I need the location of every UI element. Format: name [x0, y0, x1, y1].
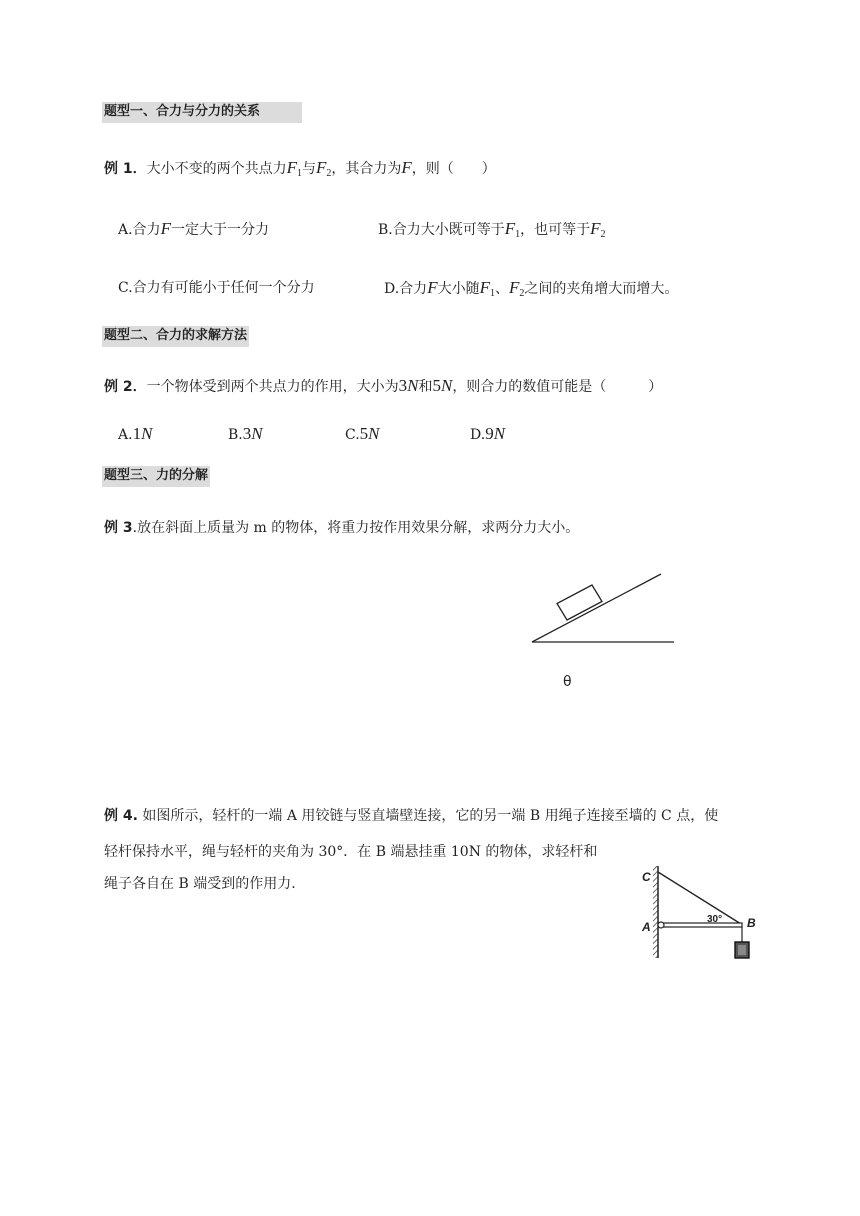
section-title-2: 题型二、合力的求解方法: [104, 328, 248, 343]
question-2-text-b: 和: [418, 379, 433, 395]
incline-surface: [532, 574, 661, 642]
question-1-option-b[interactable]: [378, 219, 606, 245]
rod-ab: [660, 923, 742, 927]
option-b-text: B.合力大小既可等于: [378, 222, 505, 238]
question-1-option-d[interactable]: [384, 278, 678, 304]
weight-inner: [738, 945, 746, 955]
label-a: A: [642, 920, 651, 934]
section-heading-1: [102, 102, 302, 123]
option-d-force-2: $F_2$: [508, 278, 525, 299]
question-2-option-a[interactable]: A.1N: [118, 424, 153, 443]
question-4-line-1: [104, 806, 718, 826]
force-f: F: [401, 158, 412, 177]
theta-label: θ: [563, 674, 572, 690]
question-2: [104, 376, 662, 397]
force-unit-1: N: [407, 376, 419, 395]
wall-rod-diagram: [638, 862, 760, 964]
question-3-text: .放在斜面上质量为 m 的物体，将重力按作用效果分解，求两分力大小。: [132, 520, 580, 536]
question-4-text-1: 如图所示，轻杆的一端 A 用铰链与竖直墙壁连接，它的另一端 B 用绳子连接至墙的 C 点，使: [142, 808, 719, 824]
question-3-label: 例 3: [104, 520, 133, 536]
section-heading-2: [102, 326, 249, 347]
section-title-1: 题型一、合力与分力的关系: [104, 104, 261, 119]
question-3: [104, 518, 579, 538]
section-heading-3: [102, 466, 210, 487]
question-2-text-a: 一个物体受到两个共点力的作用，大小为: [146, 379, 399, 395]
question-1-text-b: 与: [302, 161, 317, 177]
question-2-option-c[interactable]: C.5N: [345, 424, 380, 443]
question-4-line-3: 绳子各自在 B 端受到的作用力.: [104, 876, 296, 892]
force-value-2: 5: [432, 376, 441, 395]
question-2-text-c: ，则合力的数值可能是（ ）: [452, 379, 663, 395]
option-d-text-b: 大小随: [437, 281, 480, 297]
option-c-text: C.合力有可能小于任何一个分力: [118, 280, 315, 296]
question-1-option-c[interactable]: [118, 278, 315, 298]
option-b-text-b: ，也可等于: [520, 222, 591, 238]
option-d-force: F: [427, 278, 438, 297]
question-2-option-d[interactable]: D.9N: [470, 424, 506, 443]
question-1-label: 例 1．: [104, 161, 147, 177]
option-a-text: A.合力: [118, 222, 161, 238]
question-2-option-b[interactable]: B.3N: [228, 424, 263, 443]
option-d-text-d: 之间的夹角增大而增大。: [524, 281, 679, 297]
question-1-text-a: 大小不变的两个共点力: [146, 161, 287, 177]
option-d-sep: 、: [494, 281, 509, 297]
force-f2: $F_2$: [316, 158, 332, 179]
option-a-text-b: 一定大于一分力: [170, 222, 269, 238]
question-4-label: 例 4.: [104, 808, 138, 824]
option-d-force-1: $F_1$: [479, 278, 495, 299]
section-title-3: 题型三、力的分解: [104, 468, 209, 483]
question-1-text-c: ，其合力为: [331, 161, 402, 177]
hinge-a: [658, 922, 664, 928]
question-4-line-2: 轻杆保持水平，绳与轻杆的夹角为 30°．在 B 端悬挂重 10N 的物体，求轻杆和: [104, 844, 598, 860]
option-b-force-2: $F_2$: [590, 219, 606, 240]
option-b-force-1: $F_1$: [504, 219, 521, 240]
force-f1: $F_1$: [286, 158, 303, 179]
question-1-option-a[interactable]: [118, 219, 269, 240]
question-1: [104, 158, 496, 184]
angle-label: 30°: [707, 914, 723, 925]
force-value-1: 3: [398, 376, 408, 395]
question-1-text-d: ，则（ ）: [411, 161, 496, 177]
rope-cb: [658, 872, 741, 924]
label-b: B: [747, 916, 756, 930]
label-c: C: [642, 870, 651, 884]
incline-diagram: [520, 562, 690, 654]
option-d-text: D.合力: [384, 281, 428, 297]
question-2-label: 例 2．: [104, 379, 147, 395]
option-a-force: F: [160, 219, 171, 238]
block-on-incline: [557, 585, 602, 620]
force-unit-2: N: [440, 376, 453, 395]
